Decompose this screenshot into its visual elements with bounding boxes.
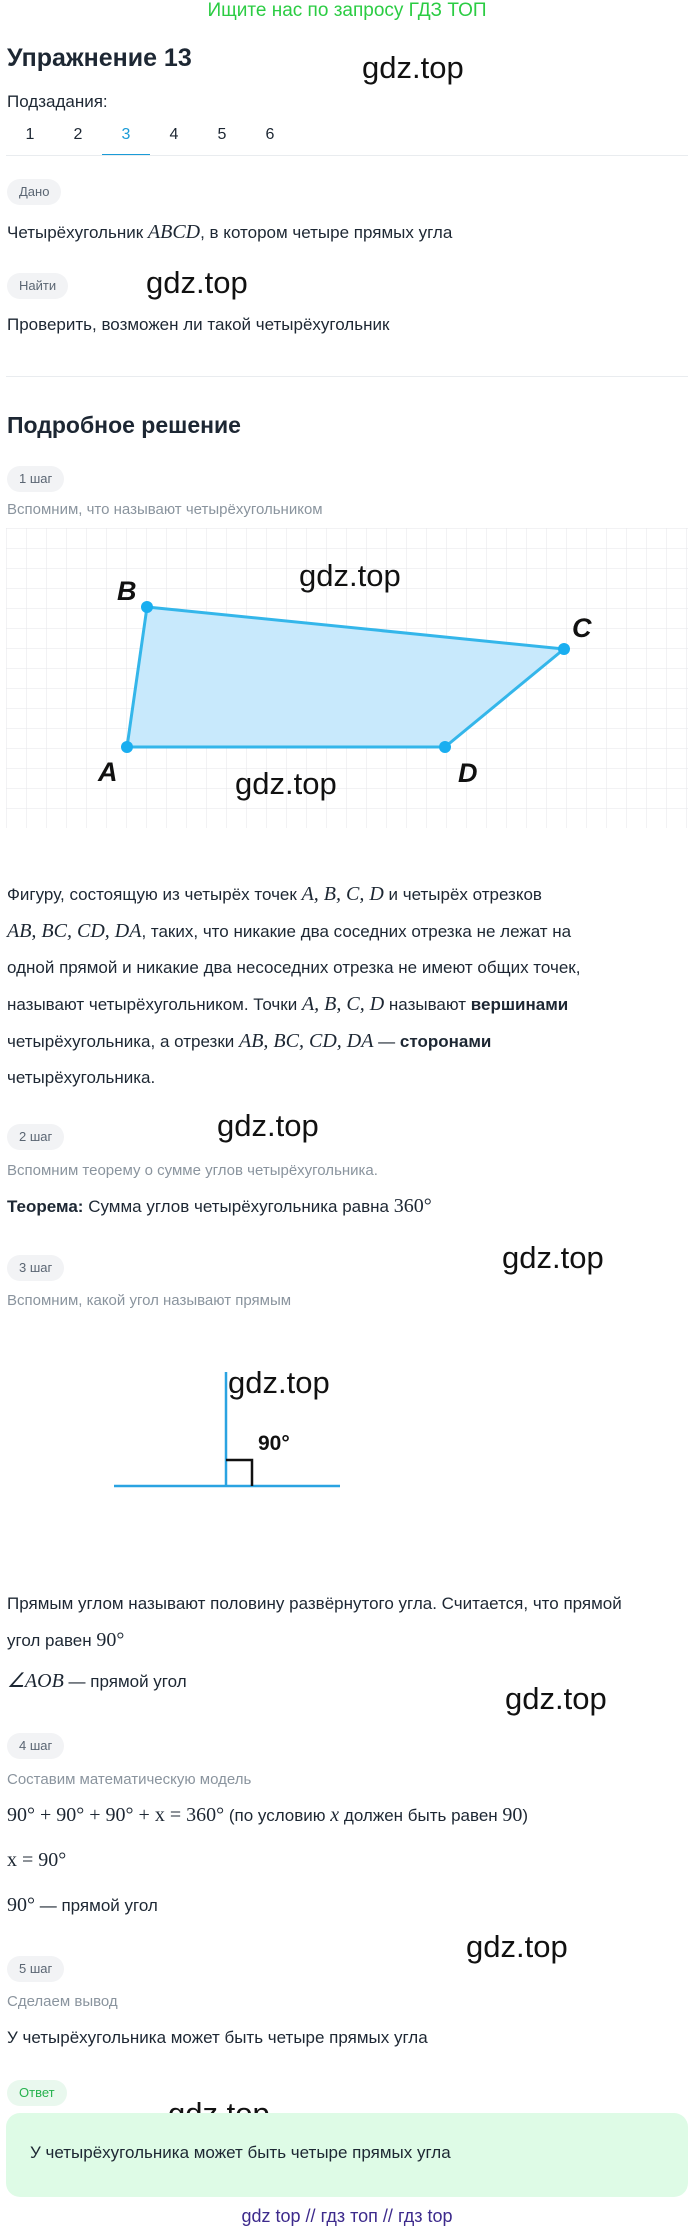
text-part: (по условию bbox=[228, 1806, 326, 1825]
vertex-a-label: A bbox=[98, 757, 118, 787]
step-4-text bbox=[7, 1797, 528, 1924]
tab-2[interactable]: 2 bbox=[73, 126, 83, 143]
step-4-line-2 bbox=[7, 1842, 528, 1879]
watermark: gdz.top bbox=[146, 265, 248, 300]
step-2-caption: Вспомним теорему о сумме углов четырёхугольника. bbox=[7, 1162, 378, 1179]
step-1-line-1 bbox=[7, 876, 580, 913]
given-badge: Дано bbox=[7, 179, 61, 205]
math-equation: 90° + 90° + 90° + x = 360° bbox=[7, 1804, 225, 1826]
math-value: 90° bbox=[7, 1894, 35, 1916]
angle-label: 90° bbox=[258, 1432, 290, 1455]
step-1-badge: 1 шаг bbox=[7, 466, 64, 492]
theorem-body: Сумма углов четырёхугольника равна bbox=[88, 1197, 389, 1216]
text-part: ) bbox=[522, 1806, 529, 1825]
theorem-math: 360° bbox=[393, 1195, 432, 1217]
step-1-line-3: одной прямой и никакие два несоседних отрезка не имеют общих точек, bbox=[7, 958, 581, 977]
text-part: Фигуру, состоящую из четырёх точек bbox=[7, 885, 297, 904]
watermark: gdz.top bbox=[228, 1365, 330, 1400]
math-segments: AB, BC, CD, DA bbox=[239, 1030, 374, 1052]
vertex-d-label: D bbox=[458, 758, 478, 788]
top-search-link[interactable]: Ищите нас по запросу ГДЗ ТОП bbox=[207, 0, 487, 21]
step-3-caption: Вспомним, какой угол называют прямым bbox=[7, 1292, 292, 1309]
bold-term: вершинами bbox=[470, 995, 569, 1014]
footer-link-gdz-top-ru[interactable]: гдз топ bbox=[320, 2206, 378, 2226]
step-1-text bbox=[7, 876, 580, 1096]
vertex-a-point bbox=[121, 741, 133, 753]
given-math: ABCD bbox=[147, 221, 201, 243]
math-value: 90° bbox=[96, 1629, 125, 1651]
right-angle-mark bbox=[226, 1460, 252, 1486]
watermark: gdz.top bbox=[502, 1240, 604, 1275]
text-part: угол равен bbox=[7, 1631, 92, 1650]
answer-text: У четырёхугольника может быть четыре прямых угла bbox=[30, 2143, 451, 2162]
find-badge: Найти bbox=[7, 273, 68, 299]
watermark: gdz.top bbox=[362, 50, 464, 85]
theorem-label: Теорема: bbox=[7, 1197, 84, 1216]
answer-badge: Ответ bbox=[7, 2080, 67, 2106]
footer-separator: // bbox=[382, 2206, 393, 2226]
given-text bbox=[7, 214, 452, 251]
watermark: gdz.top bbox=[217, 1108, 319, 1143]
theorem-text bbox=[7, 1188, 432, 1225]
step-1-line-2 bbox=[7, 913, 580, 950]
tab-1[interactable]: 1 bbox=[25, 126, 35, 143]
text-part: и четырёх отрезков bbox=[388, 885, 542, 904]
text-part: — прямой угол bbox=[39, 1896, 158, 1915]
subtasks-label: Подзадания: bbox=[7, 92, 108, 111]
footer-link-gdz-top-mixed[interactable]: гдз top bbox=[397, 2206, 453, 2226]
given-text-before: Четырёхугольник bbox=[7, 223, 144, 242]
text-part: , таких, что никакие два соседних отрезка не лежат на bbox=[141, 922, 572, 941]
step-4-caption: Составим математическую модель bbox=[7, 1771, 252, 1788]
watermark: gdz.top bbox=[505, 1681, 607, 1716]
footer-link-gdz-top[interactable]: gdz top bbox=[241, 2206, 301, 2226]
watermark: gdz.top bbox=[235, 766, 337, 801]
find-text: Проверить, возможен ли такой четырёхугольник bbox=[7, 315, 390, 334]
tab-3[interactable]: 3 bbox=[102, 120, 150, 156]
tabs-divider bbox=[6, 155, 688, 156]
vertex-b-point bbox=[141, 601, 153, 613]
math-var: x bbox=[330, 1804, 340, 1826]
text-part: называют четырёхугольником. Точки bbox=[7, 995, 298, 1014]
watermark: gdz.top bbox=[466, 1929, 568, 1964]
step-3-line-2 bbox=[7, 1622, 622, 1659]
step-1-caption: Вспомним, что называют четырёхугольником bbox=[7, 501, 323, 518]
step-4-line-1 bbox=[7, 1797, 528, 1834]
step-1-line-6: четырёхугольника. bbox=[7, 1068, 156, 1087]
tab-5[interactable]: 5 bbox=[217, 126, 227, 143]
math-angle: ∠AOB bbox=[7, 1670, 64, 1692]
text-part: четырёхугольника, а отрезки bbox=[7, 1032, 235, 1051]
text-part: называют bbox=[388, 995, 467, 1014]
tab-6[interactable]: 6 bbox=[265, 126, 275, 143]
vertex-b-label: B bbox=[117, 576, 137, 606]
text-part: — bbox=[378, 1032, 396, 1051]
vertex-d-point bbox=[439, 741, 451, 753]
step-5-caption: Сделаем вывод bbox=[7, 1993, 118, 2010]
math-points: A, B, C, D bbox=[301, 993, 385, 1015]
step-4-line-3 bbox=[7, 1887, 528, 1924]
bold-term: сторонами bbox=[399, 1032, 492, 1051]
footer-separator: // bbox=[305, 2206, 316, 2226]
vertex-c-label: C bbox=[572, 613, 592, 643]
math-segments: AB, BC, CD, DA bbox=[7, 920, 142, 942]
math-points: A, B, C, D bbox=[301, 883, 384, 905]
footer-links bbox=[0, 2206, 694, 2227]
math-equation: x = 90° bbox=[7, 1849, 67, 1871]
subtask-tabs bbox=[6, 120, 294, 156]
step-5-badge: 5 шаг bbox=[7, 1956, 64, 1982]
step-3-badge: 3 шаг bbox=[7, 1255, 64, 1281]
text-part: должен быть равен bbox=[343, 1806, 498, 1825]
step-5-text: У четырёхугольника может быть четыре прямых угла bbox=[7, 2028, 428, 2047]
step-3-line-1: Прямым углом называют половину развёрнутого угла. Считается, что прямой bbox=[7, 1594, 622, 1613]
math-value: 90 bbox=[502, 1804, 523, 1826]
section-divider bbox=[6, 376, 688, 377]
step-1-line-4 bbox=[7, 986, 580, 1023]
vertex-c-point bbox=[558, 643, 570, 655]
text-part: — прямой угол bbox=[68, 1672, 187, 1691]
page-title: Упражнение 13 bbox=[7, 44, 192, 72]
step-4-badge: 4 шаг bbox=[7, 1733, 64, 1759]
given-text-after: , в котором четыре прямых угла bbox=[200, 223, 453, 242]
step-1-line-5 bbox=[7, 1023, 580, 1060]
watermark: gdz.top bbox=[299, 558, 401, 593]
tab-4[interactable]: 4 bbox=[169, 126, 179, 143]
solution-title: Подробное решение bbox=[7, 412, 241, 438]
step-2-badge: 2 шаг bbox=[7, 1124, 64, 1150]
